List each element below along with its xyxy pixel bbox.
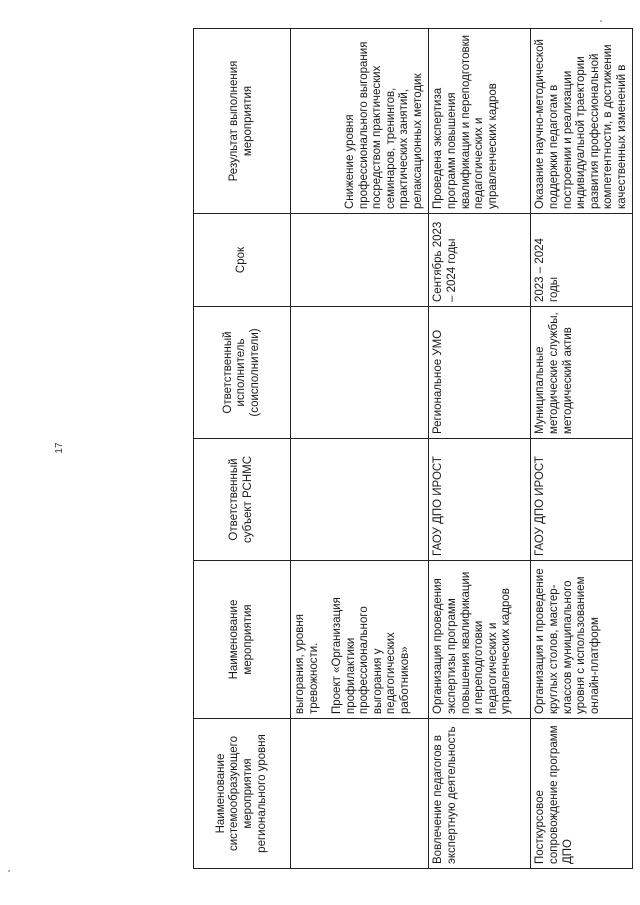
header-system-event: Наименование системообразующего мероприятия регионального уровня — [194, 719, 291, 869]
cell-system-event: Вовлечение педагогов в экспертную деятельность — [429, 719, 531, 869]
cell-event: Организация и проведение круглых столов, мастер-классов муниципального уровня с использованием онлайн-платформ — [531, 561, 633, 719]
cell-subject — [291, 439, 429, 561]
cell-event: Организация проведения экспертизы программ повышения квалификации и переподготовки педагогических и управленческих кадров — [429, 561, 531, 719]
scan-speck — [600, 20, 602, 22]
cell-event-part1: выгорания, уровня тревожности. — [294, 614, 320, 714]
cell-subject: ГАОУ ДПО ИРОСТ — [531, 439, 633, 561]
cell-term: 2023 – 2024 годы — [531, 214, 633, 307]
cell-event — [291, 561, 429, 719]
table-row — [291, 29, 429, 869]
cell-result — [291, 29, 429, 214]
cell-system-event — [291, 719, 429, 869]
header-event: Наименование мероприятия — [194, 561, 291, 719]
page-number: 17 — [54, 442, 65, 454]
header-subject: Ответственный субъект РСНМС — [194, 439, 291, 561]
cell-event-part2: Проект «Организация профилактики профессионального выгорания у педагогических работников» — [331, 597, 411, 714]
header-executor: Ответственный исполнитель (соисполнители) — [194, 307, 291, 439]
cell-term — [291, 214, 429, 307]
table-row — [429, 29, 531, 869]
cell-executor: Региональное УМО — [429, 307, 531, 439]
plan-table — [193, 28, 633, 869]
cell-result-text: Снижение уровня профессионального выгорания посредством практических семинаров, тренингов, практических занятий, релаксационных методик — [344, 41, 424, 209]
table-header-row — [194, 29, 291, 869]
table-row — [531, 29, 633, 869]
header-term: Срок — [194, 214, 291, 307]
scan-speck — [8, 870, 10, 872]
plan-table-container — [193, 29, 628, 869]
cell-executor: Муниципальные методические службы, методический актив — [531, 307, 633, 439]
cell-result: Проведена экспертиза программ повышения квалификации и переподготовки педагогических и управленческих кадров — [429, 29, 531, 214]
cell-executor — [291, 307, 429, 439]
cell-term: Сентябрь 2023 – 2024 годы — [429, 214, 531, 307]
cell-subject: ГАОУ ДПО ИРОСТ — [429, 439, 531, 561]
cell-system-event: Посткурсовое сопровождение программ ДПО — [531, 719, 633, 869]
cell-result: Оказание научно-методической поддержки педагогам в построении и реализации индивидуальной траектории развития профессиональной компетентности, в достижении качественных изменений в — [531, 29, 633, 214]
header-result: Результат выполнения мероприятия — [194, 29, 291, 214]
